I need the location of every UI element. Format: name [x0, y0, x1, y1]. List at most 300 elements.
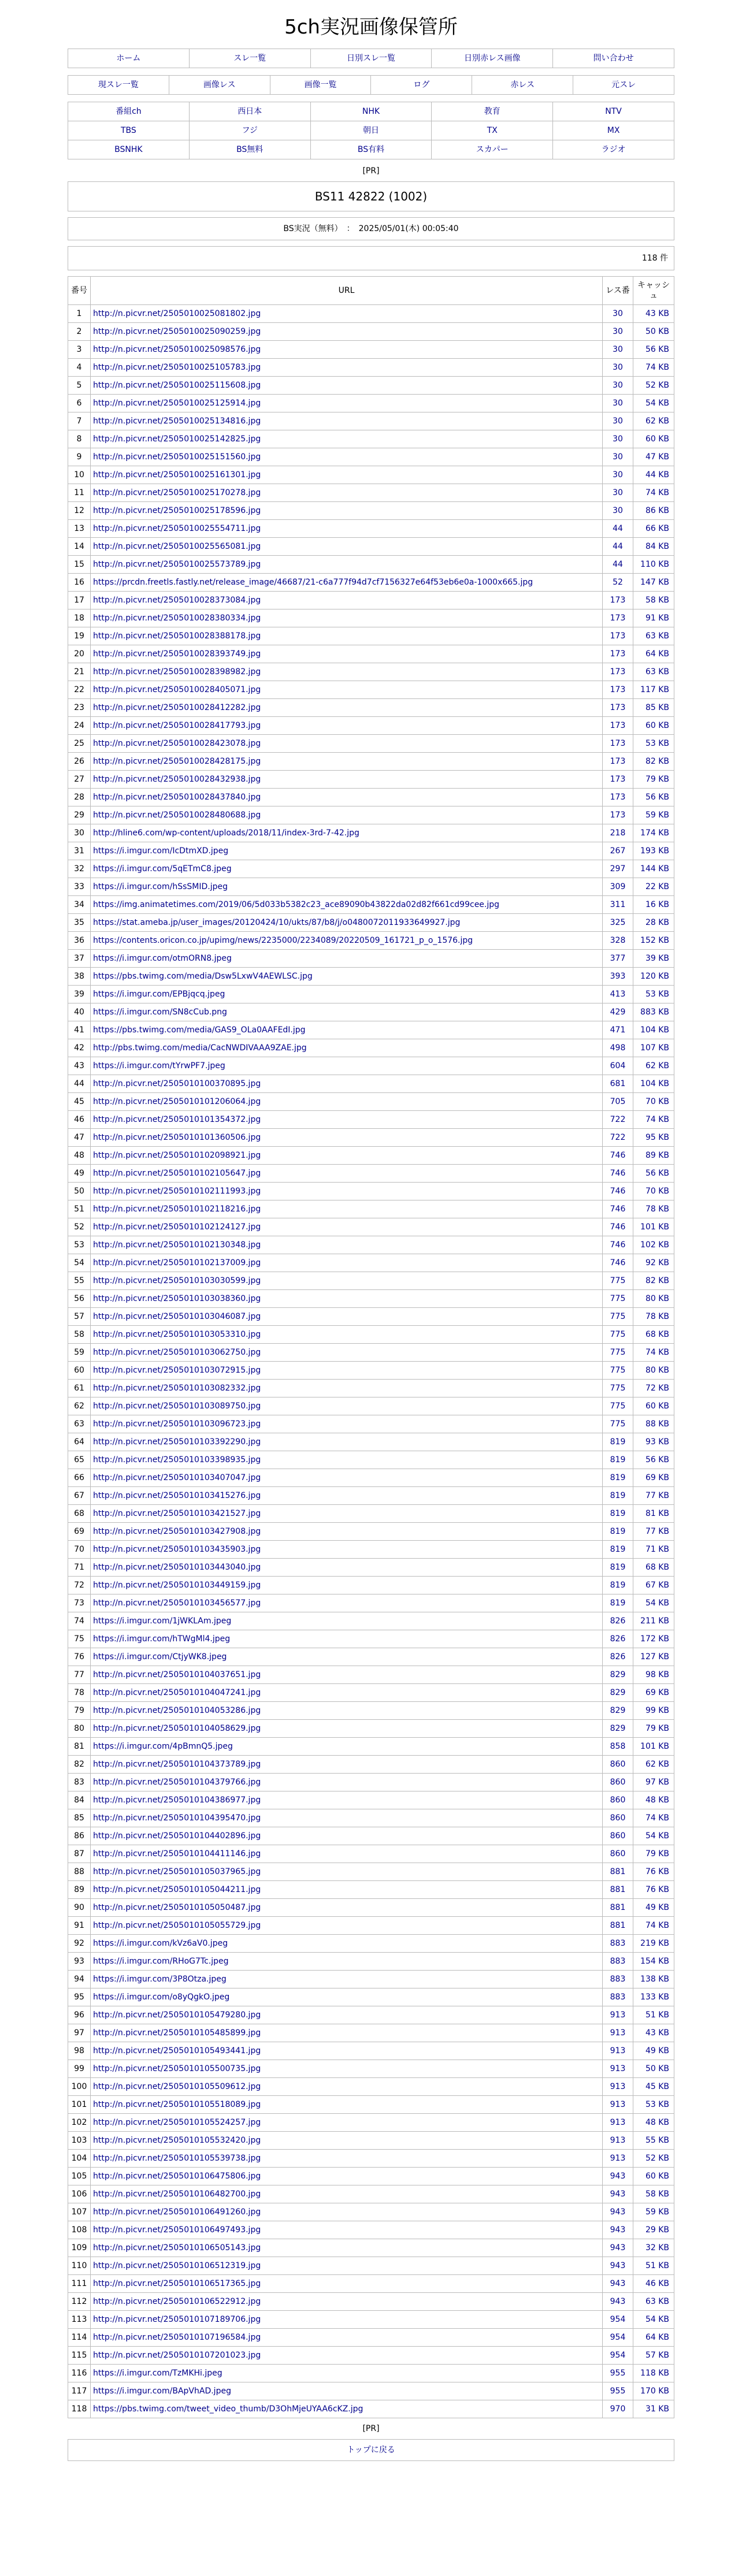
res-number-link[interactable]: 746 [610, 1240, 626, 1250]
res-number-link[interactable]: 913 [610, 2136, 626, 2145]
cache-size-link[interactable]: 88 KB [645, 1419, 669, 1429]
res-number-link[interactable]: 819 [610, 1545, 626, 1554]
cache-size-link[interactable]: 80 KB [645, 1294, 669, 1303]
image-url-link[interactable]: https://i.imgur.com/tYrwPF7.jpeg [93, 1061, 225, 1070]
cache-size-link[interactable]: 55 KB [645, 2136, 669, 2145]
channel-link[interactable] [190, 140, 311, 159]
image-url-link[interactable]: http://n.picvr.net/2505010103398935.jpg [93, 1455, 261, 1464]
res-number-link[interactable]: 30 [613, 506, 623, 515]
res-number-link[interactable]: 860 [610, 1813, 626, 1823]
image-url-link[interactable]: http://n.picvr.net/2505010104047241.jpg [93, 1687, 261, 1697]
cache-size-link[interactable]: 82 KB [645, 757, 669, 766]
res-number-link[interactable]: 860 [610, 1760, 626, 1769]
res-number-link[interactable]: 955 [610, 2387, 626, 2396]
back-to-top-button[interactable] [68, 2439, 674, 2461]
res-number-link[interactable]: 954 [610, 2351, 626, 2360]
res-number-link[interactable]: 44 [613, 524, 623, 533]
res-number-link[interactable]: 829 [610, 1688, 626, 1697]
channel-link-label[interactable]: 朝日 [362, 126, 379, 135]
image-url-link[interactable]: http://n.picvr.net/2505010103046087.jpg [93, 1311, 261, 1321]
image-url-link[interactable]: http://n.picvr.net/2505010103449159.jpg [93, 1580, 261, 1590]
image-url-link[interactable]: http://n.picvr.net/2505010025554711.jpg [93, 523, 261, 533]
channel-link-label[interactable]: フジ [242, 126, 258, 135]
res-number-link[interactable]: 955 [610, 2369, 626, 2378]
res-number-link[interactable]: 913 [610, 2118, 626, 2127]
image-url-link[interactable]: http://n.picvr.net/2505010105532420.jpg [93, 2135, 261, 2145]
res-number-link[interactable]: 943 [610, 2190, 626, 2199]
cache-size-link[interactable]: 49 KB [645, 1903, 669, 1912]
image-url-link[interactable]: http://n.picvr.net/2505010103456577.jpg [93, 1598, 261, 1608]
image-url-link[interactable]: http://n.picvr.net/2505010103072915.jpg [93, 1365, 261, 1375]
cache-size-link[interactable]: 32 KB [645, 2243, 669, 2252]
cache-size-link[interactable]: 104 KB [640, 1025, 669, 1035]
image-url-link[interactable]: http://n.picvr.net/2505010028380334.jpg [93, 613, 261, 623]
res-number-link[interactable]: 328 [610, 936, 626, 945]
cache-size-link[interactable]: 93 KB [645, 1437, 669, 1447]
cache-size-link[interactable]: 51 KB [645, 2261, 669, 2270]
image-url-link[interactable]: http://n.picvr.net/2505010106475806.jpg [93, 2171, 261, 2181]
res-number-link[interactable]: 826 [610, 1616, 626, 1626]
cache-size-link[interactable]: 70 KB [645, 1187, 669, 1196]
cache-size-link[interactable]: 54 KB [645, 2315, 669, 2324]
image-url-link[interactable]: http://n.picvr.net/2505010106482700.jpg [93, 2189, 261, 2199]
cache-size-link[interactable]: 44 KB [645, 470, 669, 479]
cache-size-link[interactable]: 54 KB [645, 1599, 669, 1608]
image-url-link[interactable]: https://i.imgur.com/RHoG7Tc.jpeg [93, 1956, 229, 1966]
thread-nav-link-4[interactable] [371, 76, 472, 94]
cache-size-link[interactable]: 147 KB [640, 578, 669, 587]
cache-size-link[interactable]: 53 KB [645, 990, 669, 999]
cache-size-link[interactable]: 101 KB [640, 1742, 669, 1751]
cache-size-link[interactable]: 79 KB [645, 1724, 669, 1733]
image-url-link[interactable]: http://n.picvr.net/2505010025573789.jpg [93, 559, 261, 569]
image-url-link[interactable]: http://n.picvr.net/2505010103053310.jpg [93, 1329, 261, 1339]
cache-size-link[interactable]: 110 KB [640, 560, 669, 569]
channel-link-label[interactable]: MX [607, 126, 620, 135]
cache-size-link[interactable]: 56 KB [645, 345, 669, 354]
cache-size-link[interactable]: 97 KB [645, 1778, 669, 1787]
channel-link-label[interactable]: スカパー [476, 145, 509, 154]
cache-size-link[interactable]: 118 KB [640, 2369, 669, 2378]
cache-size-link[interactable]: 54 KB [645, 1831, 669, 1841]
image-url-link[interactable]: http://n.picvr.net/2505010028428175.jpg [93, 756, 261, 766]
cache-size-link[interactable]: 45 KB [645, 2082, 669, 2091]
image-url-link[interactable]: http://n.picvr.net/2505010102111993.jpg [93, 1186, 261, 1196]
image-url-link[interactable]: http://n.picvr.net/2505010105050487.jpg [93, 1902, 261, 1912]
cache-size-link[interactable]: 58 KB [645, 596, 669, 605]
channel-link[interactable] [68, 140, 190, 159]
image-url-link[interactable]: http://n.picvr.net/2505010105509612.jpg [93, 2081, 261, 2091]
res-number-link[interactable]: 913 [610, 2154, 626, 2163]
thread-nav-link-2[interactable] [169, 76, 270, 94]
res-number-link[interactable]: 30 [613, 417, 623, 426]
res-number-link[interactable]: 746 [610, 1222, 626, 1232]
image-url-link[interactable]: http://n.picvr.net/2505010025142825.jpg [93, 434, 261, 444]
image-url-link[interactable]: http://n.picvr.net/2505010104379766.jpg [93, 1777, 261, 1787]
image-url-link[interactable]: http://n.picvr.net/2505010103435903.jpg [93, 1544, 261, 1554]
channel-link-label[interactable]: 教育 [484, 107, 500, 116]
image-url-link[interactable]: http://n.picvr.net/2505010028432938.jpg [93, 774, 261, 784]
cache-size-link[interactable]: 68 KB [645, 1330, 669, 1339]
cache-size-link[interactable]: 77 KB [645, 1527, 669, 1536]
cache-size-link[interactable]: 69 KB [645, 1473, 669, 1482]
cache-size-link[interactable]: 56 KB [645, 1169, 669, 1178]
image-url-link[interactable]: http://n.picvr.net/2505010103038360.jpg [93, 1293, 261, 1303]
cache-size-link[interactable]: 16 KB [645, 900, 669, 909]
res-number-link[interactable]: 218 [610, 828, 626, 838]
cache-size-link[interactable]: 68 KB [645, 1563, 669, 1572]
cache-size-link[interactable]: 66 KB [645, 524, 669, 533]
image-url-link[interactable]: http://n.picvr.net/2505010103096723.jpg [93, 1419, 261, 1429]
image-url-link[interactable]: https://i.imgur.com/hTWgMl4.jpeg [93, 1634, 231, 1644]
image-url-link[interactable]: http://n.picvr.net/2505010103082332.jpg [93, 1383, 261, 1393]
channel-link-label[interactable]: BS有料 [357, 145, 385, 154]
res-number-link[interactable]: 829 [610, 1706, 626, 1715]
image-url-link[interactable]: http://n.picvr.net/2505010105500735.jpg [93, 2064, 261, 2073]
image-url-link[interactable]: https://stat.ameba.jp/user_images/20120424/10/ukts/87/b8/j/o0480072011933649927.jpg [93, 917, 461, 927]
res-number-link[interactable]: 881 [610, 1903, 626, 1912]
thread-nav-link-1-label[interactable]: 現スレ一覧 [98, 80, 139, 90]
cache-size-link[interactable]: 64 KB [645, 2333, 669, 2342]
res-number-link[interactable]: 173 [610, 721, 626, 730]
image-url-link[interactable]: https://pbs.twimg.com/tweet_video_thumb/D3OhMjeUYAA6cKZ.jpg [93, 2404, 363, 2414]
image-url-link[interactable]: https://prcdn.freetls.fastly.net/release_image/46687/21-c6a777f94d7cf7156327e64f53eb6e0a-1000x665.jpg [93, 577, 533, 587]
channel-link-label[interactable]: 西日本 [238, 107, 262, 116]
image-url-link[interactable]: https://img.animatetimes.com/2019/06/5d033b5382c23_ace89090b43822da02d82f661cd99cee.jpg [93, 899, 500, 909]
image-url-link[interactable]: https://i.imgur.com/kVz6aV0.jpeg [93, 1938, 228, 1948]
cache-size-link[interactable]: 43 KB [645, 309, 669, 318]
image-url-link[interactable]: http://n.picvr.net/2505010107189706.jpg [93, 2314, 261, 2324]
res-number-link[interactable]: 173 [610, 775, 626, 784]
res-number-link[interactable]: 819 [610, 1563, 626, 1572]
image-url-link[interactable]: http://n.picvr.net/2505010025115608.jpg [93, 380, 261, 390]
res-number-link[interactable]: 377 [610, 954, 626, 963]
image-url-link[interactable]: http://n.picvr.net/2505010104058629.jpg [93, 1723, 261, 1733]
res-number-link[interactable]: 829 [610, 1670, 626, 1679]
nav-link-1[interactable] [68, 49, 190, 68]
res-number-link[interactable]: 858 [610, 1742, 626, 1751]
channel-link-label[interactable]: 番組ch [116, 107, 142, 116]
channel-link[interactable] [190, 121, 311, 140]
image-url-link[interactable]: http://n.picvr.net/2505010106505143.jpg [93, 2243, 261, 2252]
res-number-link[interactable]: 30 [613, 309, 623, 318]
image-url-link[interactable]: http://n.picvr.net/2505010102098921.jpg [93, 1150, 261, 1160]
image-url-link[interactable]: http://n.picvr.net/2505010105479280.jpg [93, 2010, 261, 2020]
res-number-link[interactable]: 173 [610, 596, 626, 605]
res-number-link[interactable]: 746 [610, 1151, 626, 1160]
image-url-link[interactable]: https://i.imgur.com/4pBmnQ5.jpeg [93, 1741, 233, 1751]
cache-size-link[interactable]: 60 KB [645, 721, 669, 730]
cache-size-link[interactable]: 95 KB [645, 1133, 669, 1142]
cache-size-link[interactable]: 47 KB [645, 452, 669, 462]
channel-link[interactable] [68, 121, 190, 140]
cache-size-link[interactable]: 120 KB [640, 972, 669, 981]
cache-size-link[interactable]: 133 KB [640, 1993, 669, 2002]
cache-size-link[interactable]: 101 KB [640, 1222, 669, 1232]
cache-size-link[interactable]: 154 KB [640, 1957, 669, 1966]
cache-size-link[interactable]: 78 KB [645, 1312, 669, 1321]
channel-link[interactable] [553, 102, 674, 121]
res-number-link[interactable]: 722 [610, 1115, 626, 1124]
image-url-link[interactable]: http://n.picvr.net/2505010105485899.jpg [93, 2028, 261, 2038]
image-url-link[interactable]: http://pbs.twimg.com/media/CacNWDIVAAA9ZAE.jpg [93, 1043, 307, 1053]
res-number-link[interactable]: 30 [613, 452, 623, 462]
res-number-link[interactable]: 913 [610, 2100, 626, 2109]
res-number-link[interactable]: 954 [610, 2315, 626, 2324]
res-number-link[interactable]: 881 [610, 1885, 626, 1894]
cache-size-link[interactable]: 62 KB [645, 1760, 669, 1769]
image-url-link[interactable]: http://n.picvr.net/2505010028393749.jpg [93, 649, 261, 659]
image-url-link[interactable]: http://n.picvr.net/2505010028388178.jpg [93, 631, 261, 641]
image-url-link[interactable]: http://n.picvr.net/2505010028398982.jpg [93, 667, 261, 676]
thread-nav-link-3[interactable] [270, 76, 372, 94]
cache-size-link[interactable]: 57 KB [645, 2351, 669, 2360]
cache-size-link[interactable]: 74 KB [645, 1813, 669, 1823]
cache-size-link[interactable]: 144 KB [640, 864, 669, 873]
res-number-link[interactable]: 775 [610, 1366, 626, 1375]
res-number-link[interactable]: 775 [610, 1294, 626, 1303]
res-number-link[interactable]: 30 [613, 470, 623, 479]
image-url-link[interactable]: https://i.imgur.com/hSsSMID.jpeg [93, 882, 228, 891]
thread-nav-link-4-label[interactable]: ログ [413, 80, 430, 90]
channel-link-label[interactable]: TX [487, 126, 498, 135]
image-url-link[interactable]: http://n.picvr.net/2505010103030599.jpg [93, 1276, 261, 1285]
image-url-link[interactable]: http://n.picvr.net/2505010103089750.jpg [93, 1401, 261, 1411]
res-number-link[interactable]: 30 [613, 345, 623, 354]
channel-link[interactable] [311, 102, 432, 121]
cache-size-link[interactable]: 43 KB [645, 2028, 669, 2038]
thread-nav-link-3-label[interactable]: 画像一覧 [304, 80, 337, 90]
res-number-link[interactable]: 604 [610, 1061, 626, 1070]
image-url-link[interactable]: https://i.imgur.com/5qETmC8.jpeg [93, 864, 232, 873]
res-number-link[interactable]: 943 [610, 2207, 626, 2217]
cache-size-link[interactable]: 29 KB [645, 2225, 669, 2235]
cache-size-link[interactable]: 60 KB [645, 2172, 669, 2181]
cache-size-link[interactable]: 63 KB [645, 2297, 669, 2306]
res-number-link[interactable]: 746 [610, 1258, 626, 1267]
res-number-link[interactable]: 819 [610, 1509, 626, 1518]
cache-size-link[interactable]: 31 KB [645, 2404, 669, 2414]
cache-size-link[interactable]: 58 KB [645, 2190, 669, 2199]
res-number-link[interactable]: 943 [610, 2225, 626, 2235]
res-number-link[interactable]: 267 [610, 846, 626, 856]
cache-size-link[interactable]: 50 KB [645, 327, 669, 336]
cache-size-link[interactable]: 59 KB [645, 811, 669, 820]
image-url-link[interactable]: https://contents.oricon.co.jp/upimg/news/2235000/2234089/20220509_161721_p_o_1576.jpg [93, 935, 473, 945]
thread-nav-link-2-label[interactable]: 画像レス [203, 80, 236, 90]
cache-size-link[interactable]: 70 KB [645, 1097, 669, 1106]
image-url-link[interactable]: https://i.imgur.com/CtjyWK8.jpeg [93, 1652, 227, 1661]
image-url-link[interactable]: http://n.picvr.net/2505010103062750.jpg [93, 1347, 261, 1357]
res-number-link[interactable]: 913 [610, 2082, 626, 2091]
res-number-link[interactable]: 819 [610, 1599, 626, 1608]
image-url-link[interactable]: http://n.picvr.net/2505010107201023.jpg [93, 2350, 261, 2360]
res-number-link[interactable]: 30 [613, 381, 623, 390]
cache-size-link[interactable]: 193 KB [640, 846, 669, 856]
res-number-link[interactable]: 325 [610, 918, 626, 927]
res-number-link[interactable]: 705 [610, 1097, 626, 1106]
res-number-link[interactable]: 775 [610, 1330, 626, 1339]
image-url-link[interactable]: http://n.picvr.net/2505010025098576.jpg [93, 344, 261, 354]
image-url-link[interactable]: https://pbs.twimg.com/media/GAS9_OLa0AAFEdI.jpg [93, 1025, 306, 1035]
image-url-link[interactable]: http://n.picvr.net/2505010025090259.jpg [93, 326, 261, 336]
res-number-link[interactable]: 173 [610, 739, 626, 748]
cache-size-link[interactable]: 81 KB [645, 1509, 669, 1518]
channel-link[interactable] [68, 102, 190, 121]
cache-size-link[interactable]: 174 KB [640, 828, 669, 838]
nav-link-1-label[interactable]: ホーム [116, 54, 141, 63]
cache-size-link[interactable]: 117 KB [640, 685, 669, 694]
channel-link[interactable] [432, 140, 553, 159]
res-number-link[interactable]: 913 [610, 2064, 626, 2073]
res-number-link[interactable]: 860 [610, 1831, 626, 1841]
cache-size-link[interactable]: 72 KB [645, 1384, 669, 1393]
res-number-link[interactable]: 681 [610, 1079, 626, 1088]
cache-size-link[interactable]: 67 KB [645, 1581, 669, 1590]
cache-size-link[interactable]: 104 KB [640, 1079, 669, 1088]
res-number-link[interactable]: 943 [610, 2297, 626, 2306]
nav-link-5-label[interactable]: 問い合わせ [593, 54, 634, 63]
cache-size-link[interactable]: 59 KB [645, 2207, 669, 2217]
cache-size-link[interactable]: 39 KB [645, 954, 669, 963]
image-url-link[interactable]: https://pbs.twimg.com/media/Dsw5LxwV4AEWLSC.jpg [93, 971, 313, 981]
image-url-link[interactable]: http://n.picvr.net/2505010102105647.jpg [93, 1168, 261, 1178]
res-number-link[interactable]: 943 [610, 2243, 626, 2252]
res-number-link[interactable]: 970 [610, 2404, 626, 2414]
cache-size-link[interactable]: 53 KB [645, 739, 669, 748]
image-url-link[interactable]: http://n.picvr.net/2505010106512319.jpg [93, 2261, 261, 2270]
res-number-link[interactable]: 913 [610, 2028, 626, 2038]
res-number-link[interactable]: 883 [610, 1939, 626, 1948]
res-number-link[interactable]: 297 [610, 864, 626, 873]
cache-size-link[interactable]: 69 KB [645, 1688, 669, 1697]
image-url-link[interactable]: http://n.picvr.net/2505010104037651.jpg [93, 1670, 261, 1679]
cache-size-link[interactable]: 48 KB [645, 1796, 669, 1805]
nav-link-5[interactable] [553, 49, 674, 68]
res-number-link[interactable]: 860 [610, 1778, 626, 1787]
res-number-link[interactable]: 819 [610, 1491, 626, 1500]
back-to-top-link[interactable]: トップに戻る [347, 2445, 395, 2455]
cache-size-link[interactable]: 170 KB [640, 2387, 669, 2396]
image-url-link[interactable]: http://n.picvr.net/2505010028417793.jpg [93, 720, 261, 730]
res-number-link[interactable]: 173 [610, 667, 626, 676]
res-number-link[interactable]: 819 [610, 1527, 626, 1536]
cache-size-link[interactable]: 52 KB [645, 2154, 669, 2163]
image-url-link[interactable]: https://i.imgur.com/EPBjqcq.jpeg [93, 989, 225, 999]
cache-size-link[interactable]: 62 KB [645, 1061, 669, 1070]
res-number-link[interactable]: 173 [610, 685, 626, 694]
image-url-link[interactable]: http://n.picvr.net/2505010100370895.jpg [93, 1079, 261, 1088]
res-number-link[interactable]: 943 [610, 2172, 626, 2181]
cache-size-link[interactable]: 74 KB [645, 1115, 669, 1124]
cache-size-link[interactable]: 56 KB [645, 1455, 669, 1464]
res-number-link[interactable]: 819 [610, 1473, 626, 1482]
image-url-link[interactable]: http://hline6.com/wp-content/uploads/2018/11/index-3rd-7-42.jpg [93, 828, 359, 838]
image-url-link[interactable]: http://n.picvr.net/2505010101354372.jpg [93, 1114, 261, 1124]
channel-link[interactable] [190, 102, 311, 121]
image-url-link[interactable]: http://n.picvr.net/2505010106517365.jpg [93, 2278, 261, 2288]
cache-size-link[interactable]: 77 KB [645, 1491, 669, 1500]
cache-size-link[interactable]: 53 KB [645, 2100, 669, 2109]
cache-size-link[interactable]: 99 KB [645, 1706, 669, 1715]
res-number-link[interactable]: 943 [610, 2261, 626, 2270]
cache-size-link[interactable]: 78 KB [645, 1205, 669, 1214]
channel-link[interactable] [311, 121, 432, 140]
res-number-link[interactable]: 498 [610, 1043, 626, 1053]
cache-size-link[interactable]: 51 KB [645, 2010, 669, 2020]
nav-link-2-label[interactable]: スレ一覧 [233, 54, 266, 63]
image-url-link[interactable]: https://i.imgur.com/IcDtmXD.jpeg [93, 846, 229, 856]
cache-size-link[interactable]: 52 KB [645, 381, 669, 390]
thread-nav-link-1[interactable] [68, 76, 169, 94]
cache-size-link[interactable]: 62 KB [645, 417, 669, 426]
image-url-link[interactable]: http://n.picvr.net/2505010105037965.jpg [93, 1867, 261, 1876]
image-url-link[interactable]: https://i.imgur.com/SN8cCub.png [93, 1007, 227, 1017]
res-number-link[interactable]: 826 [610, 1634, 626, 1644]
image-url-link[interactable]: https://i.imgur.com/otmORN8.jpeg [93, 953, 232, 963]
nav-link-2[interactable] [190, 49, 311, 68]
cache-size-link[interactable]: 76 KB [645, 1885, 669, 1894]
cache-size-link[interactable]: 63 KB [645, 667, 669, 676]
image-url-link[interactable]: https://i.imgur.com/TzMKHi.jpeg [93, 2368, 222, 2378]
cache-size-link[interactable]: 138 KB [640, 1975, 669, 1984]
image-url-link[interactable]: http://n.picvr.net/2505010028412282.jpg [93, 702, 261, 712]
image-url-link[interactable]: http://n.picvr.net/2505010025081802.jpg [93, 308, 261, 318]
res-number-link[interactable]: 30 [613, 399, 623, 408]
image-url-link[interactable]: http://n.picvr.net/2505010104373789.jpg [93, 1759, 261, 1769]
channel-link[interactable] [553, 140, 674, 159]
channel-link-label[interactable]: ラジオ [601, 145, 626, 154]
res-number-link[interactable]: 826 [610, 1652, 626, 1661]
cache-size-link[interactable]: 127 KB [640, 1652, 669, 1661]
res-number-link[interactable]: 722 [610, 1133, 626, 1142]
cache-size-link[interactable]: 56 KB [645, 793, 669, 802]
res-number-link[interactable]: 44 [613, 542, 623, 551]
image-url-link[interactable]: http://n.picvr.net/2505010028480688.jpg [93, 810, 261, 820]
channel-link-label[interactable]: NTV [605, 107, 622, 116]
cache-size-link[interactable]: 60 KB [645, 434, 669, 444]
cache-size-link[interactable]: 50 KB [645, 2064, 669, 2073]
image-url-link[interactable]: http://n.picvr.net/2505010103392290.jpg [93, 1437, 261, 1447]
res-number-link[interactable]: 829 [610, 1724, 626, 1733]
res-number-link[interactable]: 913 [610, 2046, 626, 2055]
cache-size-link[interactable]: 89 KB [645, 1151, 669, 1160]
cache-size-link[interactable]: 48 KB [645, 2118, 669, 2127]
image-url-link[interactable]: http://n.picvr.net/2505010104395470.jpg [93, 1813, 261, 1823]
image-url-link[interactable]: https://i.imgur.com/3P8Otza.jpeg [93, 1974, 227, 1984]
res-number-link[interactable]: 881 [610, 1867, 626, 1876]
res-number-link[interactable]: 883 [610, 1957, 626, 1966]
cache-size-link[interactable]: 71 KB [645, 1545, 669, 1554]
res-number-link[interactable]: 775 [610, 1419, 626, 1429]
res-number-link[interactable]: 52 [613, 578, 623, 587]
cache-size-link[interactable]: 86 KB [645, 506, 669, 515]
cache-size-link[interactable]: 54 KB [645, 399, 669, 408]
cache-size-link[interactable]: 883 KB [640, 1008, 669, 1017]
image-url-link[interactable]: http://n.picvr.net/2505010103415276.jpg [93, 1490, 261, 1500]
res-number-link[interactable]: 173 [610, 757, 626, 766]
image-url-link[interactable]: http://n.picvr.net/2505010105055729.jpg [93, 1920, 261, 1930]
cache-size-link[interactable]: 79 KB [645, 1849, 669, 1858]
thread-nav-link-5-label[interactable]: 赤レス [510, 80, 535, 90]
res-number-link[interactable]: 309 [610, 882, 626, 891]
res-number-link[interactable]: 746 [610, 1169, 626, 1178]
image-url-link[interactable]: http://n.picvr.net/2505010103443040.jpg [93, 1562, 261, 1572]
image-url-link[interactable]: http://n.picvr.net/2505010025161301.jpg [93, 470, 261, 479]
cache-size-link[interactable]: 85 KB [645, 703, 669, 712]
image-url-link[interactable]: https://i.imgur.com/o8yQgkO.jpeg [93, 1992, 230, 2002]
image-url-link[interactable]: http://n.picvr.net/2505010105518089.jpg [93, 2099, 261, 2109]
